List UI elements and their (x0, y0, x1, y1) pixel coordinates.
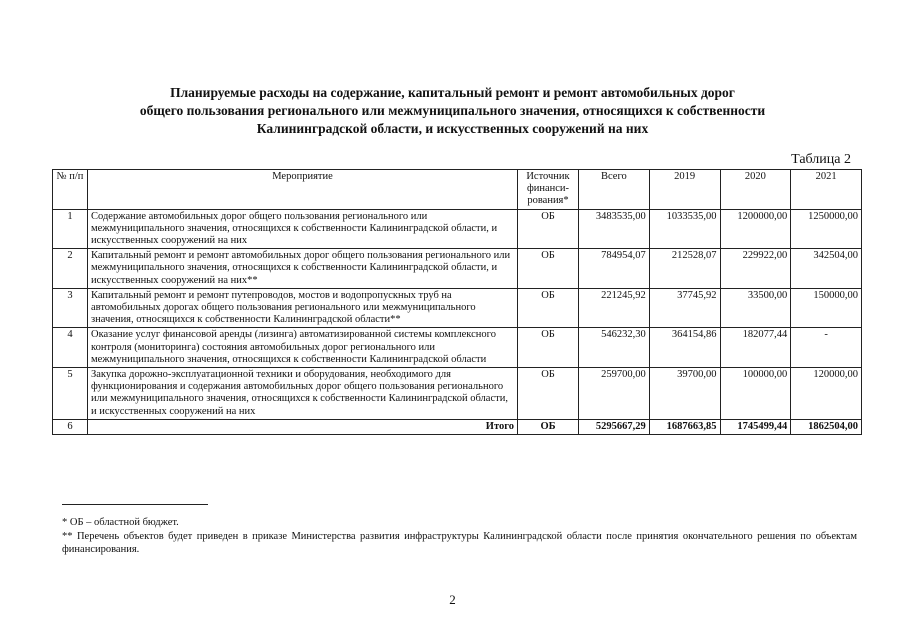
header-2020: 2020 (720, 170, 791, 210)
table-row (53, 328, 862, 368)
row-source: ОБ (518, 249, 579, 289)
expenses-table (52, 169, 862, 435)
row-2020: 100000,00 (720, 368, 791, 420)
row-source: ОБ (518, 288, 579, 328)
row-2021: 120000,00 (791, 368, 862, 420)
title-line-1: Планируемые расходы на содержание, капитальный ремонт и ремонт автомобильных дорог (170, 85, 735, 100)
title-line-3: Калининградской области, и искусственных сооружений на них (256, 121, 649, 136)
row-2019: 364154,86 (649, 328, 720, 368)
row-2020: 229922,00 (720, 249, 791, 289)
row-source: ОБ (518, 209, 579, 249)
row-total: 3483535,00 (579, 209, 650, 249)
total-num: 6 (53, 419, 88, 434)
header-2019: 2019 (649, 170, 720, 210)
header-total: Всего (579, 170, 650, 210)
table-header-row (53, 170, 862, 210)
title-line-2: общего пользования регионального или межмуниципального значения, относящихся к собственности (139, 103, 766, 118)
row-total: 259700,00 (579, 368, 650, 420)
row-activity: Закупка дорожно-эксплуатационной техники и оборудования, необходимого для функционирования и содержания автомобильных дорог общего пользования регионального или межмуниципального значения, относящихся к собственности Калининградской области, и искусственных сооружений на них (88, 368, 518, 420)
row-2020: 33500,00 (720, 288, 791, 328)
row-2019: 212528,07 (649, 249, 720, 289)
row-activity: Капитальный ремонт и ремонт путепроводов, мостов и водопропускных труб на автомобильных дорогах общего пользования регионального или межмуниципального значения, относящихся к собственности Калининградской области** (88, 288, 518, 328)
header-activity: Мероприятие (88, 170, 518, 210)
header-source: Источник финанси-рования* (518, 170, 579, 210)
total-source: ОБ (518, 419, 579, 434)
header-2021: 2021 (791, 170, 862, 210)
table-row (53, 368, 862, 420)
table-label: Таблица 2 (791, 152, 851, 167)
table-row (53, 249, 862, 289)
row-2021: - (791, 328, 862, 368)
row-2021: 1250000,00 (791, 209, 862, 249)
footnote-divider (62, 504, 208, 505)
row-activity: Содержание автомобильных дорог общего пользования регионального или межмуниципального значения, относящихся к собственности Калининградской области, и искусственных сооружений на них (88, 209, 518, 249)
document-title (60, 84, 845, 138)
total-label: Итого (88, 419, 518, 434)
total-2019: 1687663,85 (649, 419, 720, 434)
row-total: 546232,30 (579, 328, 650, 368)
footnote-1: * ОБ – областной бюджет. (62, 517, 179, 528)
row-2019: 37745,92 (649, 288, 720, 328)
row-2020: 1200000,00 (720, 209, 791, 249)
row-2019: 39700,00 (649, 368, 720, 420)
row-activity: Капитальный ремонт и ремонт автомобильных дорог общего пользования регионального или межмуниципального значения, относящихся к собственности Калининградской области, и искусственных сооружений на них** (88, 249, 518, 289)
table-row (53, 209, 862, 249)
row-num: 5 (53, 368, 88, 420)
table-row (53, 288, 862, 328)
total-row (53, 419, 862, 434)
total-2021: 1862504,00 (791, 419, 862, 434)
row-total: 784954,07 (579, 249, 650, 289)
header-num: № п/п (53, 170, 88, 210)
row-activity: Оказание услуг финансовой аренды (лизинга) автоматизированной системы комплексного контроля (мониторинга) состояния автомобильных дорог регионального или межмуниципального значения, относящихся к собственности Калининградской области (88, 328, 518, 368)
total-2020: 1745499,44 (720, 419, 791, 434)
page-number: 2 (449, 592, 456, 607)
total-sum: 5295667,29 (579, 419, 650, 434)
row-num: 3 (53, 288, 88, 328)
row-num: 4 (53, 328, 88, 368)
row-num: 1 (53, 209, 88, 249)
row-2021: 150000,00 (791, 288, 862, 328)
row-2019: 1033535,00 (649, 209, 720, 249)
row-num: 2 (53, 249, 88, 289)
row-2020: 182077,44 (720, 328, 791, 368)
footnotes (62, 516, 857, 557)
row-source: ОБ (518, 368, 579, 420)
footnote-2: ** Перечень объектов будет приведен в приказе Министерства развития инфраструктуры Калининградской области после принятия окончательного решения по объектам финансирования. (62, 531, 857, 555)
row-2021: 342504,00 (791, 249, 862, 289)
row-source: ОБ (518, 328, 579, 368)
row-total: 221245,92 (579, 288, 650, 328)
